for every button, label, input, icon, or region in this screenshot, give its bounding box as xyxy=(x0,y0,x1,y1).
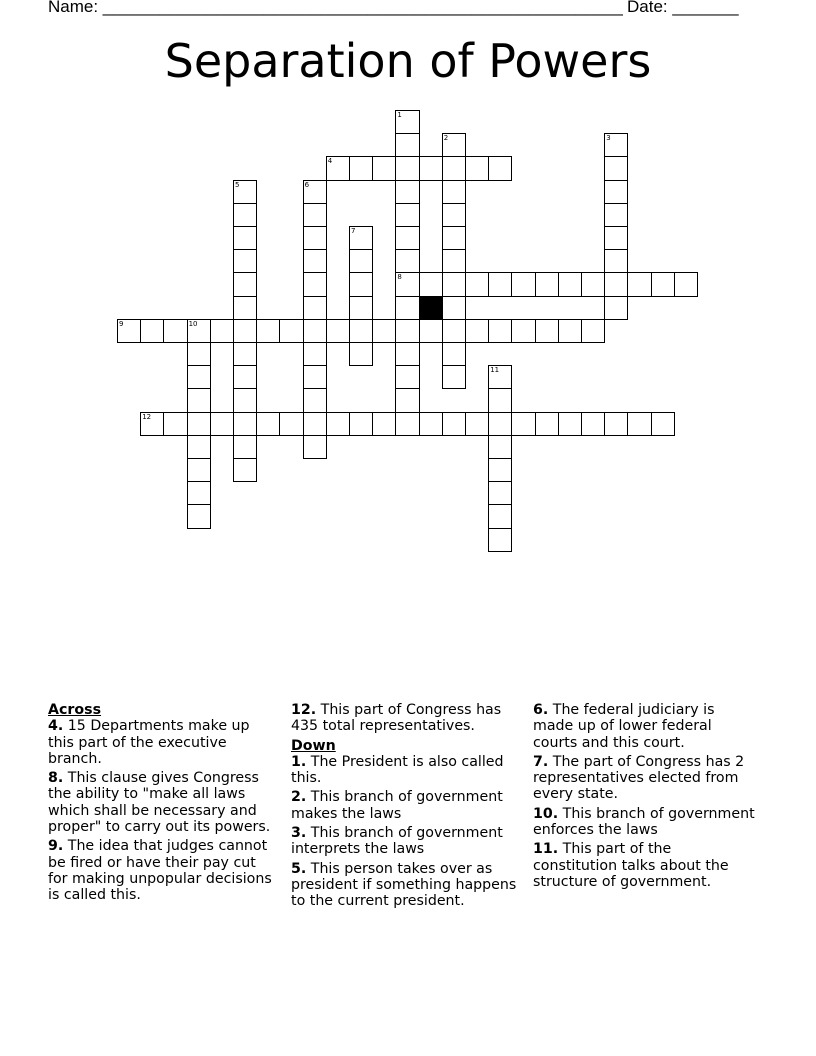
clues-column-3 xyxy=(533,702,759,893)
grid-cell[interactable] xyxy=(233,249,257,273)
grid-cell[interactable] xyxy=(535,412,559,436)
grid-cell[interactable] xyxy=(187,458,211,482)
grid-cell[interactable] xyxy=(210,412,234,436)
grid-cell[interactable] xyxy=(233,226,257,250)
name-field-label: Name: _______________________________________________________ xyxy=(48,0,623,16)
grid-cell[interactable] xyxy=(349,296,373,320)
clue-text: This branch of government makes the laws xyxy=(291,789,503,822)
grid-cell[interactable] xyxy=(395,249,419,273)
grid-cell[interactable] xyxy=(256,319,280,343)
grid-cell[interactable] xyxy=(442,319,466,343)
grid-cell[interactable] xyxy=(349,226,373,250)
grid-cell[interactable] xyxy=(187,342,211,366)
grid-cell[interactable] xyxy=(303,412,327,436)
grid-cell[interactable] xyxy=(442,296,466,320)
clue-number: 1. xyxy=(291,753,307,770)
grid-cell[interactable] xyxy=(256,412,280,436)
grid-cell[interactable] xyxy=(349,412,373,436)
grid-cell[interactable] xyxy=(651,412,675,436)
grid-cell[interactable] xyxy=(511,412,535,436)
clue-across-4 xyxy=(48,718,274,767)
grid-cell[interactable] xyxy=(210,319,234,343)
clue-text: This part of the constitution talks about the structure of government. xyxy=(533,841,729,890)
grid-cell[interactable] xyxy=(233,365,257,389)
grid-cell[interactable] xyxy=(187,435,211,459)
grid-cell[interactable] xyxy=(163,412,187,436)
clue-number: 8. xyxy=(48,770,64,787)
grid-cell[interactable] xyxy=(233,203,257,227)
grid-cell[interactable] xyxy=(395,110,419,134)
grid-cell[interactable] xyxy=(442,226,466,250)
clue-text: The President is also called this. xyxy=(291,753,504,787)
grid-cell[interactable] xyxy=(349,342,373,366)
grid-cell[interactable] xyxy=(303,203,327,227)
grid-cell[interactable] xyxy=(604,249,628,273)
grid-cell[interactable] xyxy=(488,365,512,389)
clue-number: 5. xyxy=(291,860,307,877)
clue-text: 15 Departments make up this part of the executive branch. xyxy=(48,718,250,767)
grid-cell[interactable] xyxy=(279,319,303,343)
grid-cell[interactable] xyxy=(279,412,303,436)
clue-text: This clause gives Congress the ability to "make all laws which shall be necessary and proper" to carry out its powers. xyxy=(48,770,271,836)
clue-number-label: 2 xyxy=(443,134,449,143)
clue-number: 4. xyxy=(48,718,64,735)
grid-cell[interactable] xyxy=(419,412,443,436)
grid-cell[interactable] xyxy=(303,435,327,459)
grid-cell[interactable] xyxy=(581,412,605,436)
grid-cell[interactable] xyxy=(395,388,419,412)
clue-down-3 xyxy=(291,825,517,858)
grid-cell[interactable] xyxy=(233,180,257,204)
grid-cell[interactable] xyxy=(558,272,582,296)
grid-cell[interactable] xyxy=(395,319,419,343)
grid-cell[interactable] xyxy=(535,319,559,343)
clue-number: 7. xyxy=(533,753,549,770)
grid-cell[interactable] xyxy=(395,133,419,157)
clue-number: 10. xyxy=(533,805,559,822)
grid-cell[interactable] xyxy=(233,412,257,436)
clue-number: 3. xyxy=(291,825,307,842)
grid-cell[interactable] xyxy=(349,272,373,296)
down-heading: Down xyxy=(291,737,336,754)
clue-down-10 xyxy=(533,806,759,839)
grid-cell[interactable] xyxy=(349,249,373,273)
grid-cell[interactable] xyxy=(326,412,350,436)
grid-cell[interactable] xyxy=(604,296,628,320)
clue-number-label: 3 xyxy=(606,134,611,143)
grid-cell[interactable] xyxy=(465,156,489,180)
grid-cell[interactable] xyxy=(372,319,396,343)
grid-cell[interactable] xyxy=(488,435,512,459)
grid-cell[interactable] xyxy=(581,272,605,296)
grid-cell[interactable] xyxy=(303,319,327,343)
grid-cell[interactable] xyxy=(604,203,628,227)
clue-number-label: 1 xyxy=(397,111,402,119)
clue-down-2 xyxy=(291,789,517,822)
grid-cell[interactable] xyxy=(604,156,628,180)
clue-down-11 xyxy=(533,841,759,890)
grid-cell[interactable] xyxy=(488,504,512,528)
clue-text: The part of Congress has 2 representatives elected from every state. xyxy=(533,753,745,803)
clue-number-label: 10 xyxy=(188,319,198,328)
grid-cell[interactable] xyxy=(604,226,628,250)
clue-number: 9. xyxy=(48,838,64,855)
clue-down-1 xyxy=(291,754,517,787)
grid-cell[interactable] xyxy=(372,156,396,180)
grid-cell[interactable] xyxy=(395,365,419,389)
grid-cell[interactable] xyxy=(627,272,651,296)
grid-cell[interactable] xyxy=(395,412,419,436)
grid-cell[interactable] xyxy=(187,388,211,412)
grid-cell[interactable] xyxy=(395,342,419,366)
grid-cell[interactable] xyxy=(488,388,512,412)
grid-cell[interactable] xyxy=(395,296,419,320)
grid-cell[interactable] xyxy=(395,272,419,296)
grid-cell[interactable] xyxy=(233,272,257,296)
grid-cell[interactable] xyxy=(303,296,327,320)
grid-cell[interactable] xyxy=(187,365,211,389)
grid-cell[interactable] xyxy=(187,504,211,528)
grid-cell[interactable] xyxy=(349,156,373,180)
grid-cell[interactable] xyxy=(674,272,698,296)
clue-number: 6. xyxy=(533,702,549,718)
grid-cell[interactable] xyxy=(233,435,257,459)
grid-cell[interactable] xyxy=(511,272,535,296)
grid-cell[interactable] xyxy=(581,319,605,343)
grid-cell[interactable] xyxy=(442,156,466,180)
grid-cell[interactable] xyxy=(163,319,187,343)
clue-number: 2. xyxy=(291,789,307,806)
clue-across-12 xyxy=(291,702,517,735)
grid-cell[interactable] xyxy=(442,272,466,296)
grid-cell[interactable] xyxy=(604,133,628,157)
grid-cell[interactable] xyxy=(233,458,257,482)
grid-cell[interactable] xyxy=(488,481,512,505)
grid-cell[interactable] xyxy=(187,319,211,343)
grid-cell[interactable] xyxy=(442,342,466,366)
grid-cell[interactable] xyxy=(187,481,211,505)
clue-text: This branch of government enforces the laws xyxy=(533,805,755,839)
grid-cell[interactable] xyxy=(488,319,512,343)
clue-down-6 xyxy=(533,702,759,751)
grid-cell[interactable] xyxy=(627,412,651,436)
grid-cell[interactable] xyxy=(395,226,419,250)
grid-cell[interactable] xyxy=(442,412,466,436)
clue-across-9 xyxy=(48,838,274,903)
grid-cell[interactable] xyxy=(604,272,628,296)
grid-cell[interactable] xyxy=(511,319,535,343)
grid-cell[interactable] xyxy=(442,203,466,227)
clue-text: The federal judiciary is made up of lower federal courts and this court. xyxy=(533,702,715,751)
grid-cell[interactable] xyxy=(604,180,628,204)
grid-cell[interactable] xyxy=(651,272,675,296)
date-field-label: Date: _______ xyxy=(627,0,739,16)
grid-cell[interactable] xyxy=(442,133,466,157)
grid-cell[interactable] xyxy=(419,319,443,343)
grid-cell[interactable] xyxy=(442,180,466,204)
grid-cell[interactable] xyxy=(604,412,628,436)
grid-cell[interactable] xyxy=(187,412,211,436)
grid-cell[interactable] xyxy=(117,319,141,343)
grid-cell[interactable] xyxy=(488,458,512,482)
clue-number-label: 12 xyxy=(142,412,152,421)
grid-cell[interactable] xyxy=(140,412,164,436)
clue-text: This branch of government interprets the laws xyxy=(291,825,503,858)
grid-cell[interactable] xyxy=(488,412,512,436)
grid-cell[interactable] xyxy=(303,388,327,412)
grid-cell[interactable] xyxy=(233,388,257,412)
clue-number-label: 5 xyxy=(235,180,240,189)
grid-cell[interactable] xyxy=(488,272,512,296)
grid-block-cell xyxy=(419,296,443,320)
clue-number-label: 6 xyxy=(304,180,310,189)
grid-cell[interactable] xyxy=(326,319,350,343)
grid-cell[interactable] xyxy=(488,156,512,180)
grid-cell[interactable] xyxy=(326,156,350,180)
grid-cell[interactable] xyxy=(465,319,489,343)
grid-cell[interactable] xyxy=(303,272,327,296)
grid-cell[interactable] xyxy=(419,272,443,296)
grid-cell[interactable] xyxy=(233,342,257,366)
clue-number-label: 9 xyxy=(119,319,124,328)
clue-across-8 xyxy=(48,770,274,835)
grid-cell[interactable] xyxy=(419,156,443,180)
grid-cell[interactable] xyxy=(303,249,327,273)
clues-column-2 xyxy=(291,702,517,913)
grid-cell[interactable] xyxy=(395,203,419,227)
grid-cell[interactable] xyxy=(140,319,164,343)
grid-cell[interactable] xyxy=(303,342,327,366)
grid-cell[interactable] xyxy=(303,226,327,250)
grid-cell[interactable] xyxy=(395,156,419,180)
grid-cell[interactable] xyxy=(303,365,327,389)
grid-cell[interactable] xyxy=(442,249,466,273)
clue-text: This part of Congress has 435 total representatives. xyxy=(291,702,502,735)
clues-column-1 xyxy=(48,702,274,907)
clue-text: The idea that judges cannot be fired or have their pay cut for making unpopular decisions is called this. xyxy=(48,838,272,904)
grid-cell[interactable] xyxy=(372,412,396,436)
grid-cell[interactable] xyxy=(395,180,419,204)
grid-cell[interactable] xyxy=(465,412,489,436)
clue-number-label: 8 xyxy=(397,273,402,282)
grid-cell[interactable] xyxy=(233,296,257,320)
grid-cell[interactable] xyxy=(558,412,582,436)
across-heading: Across xyxy=(48,702,102,718)
clue-number-label: 7 xyxy=(351,227,356,235)
grid-cell[interactable] xyxy=(233,319,257,343)
grid-cell[interactable] xyxy=(558,319,582,343)
clue-number-label: 4 xyxy=(327,157,333,166)
grid-cell[interactable] xyxy=(488,528,512,552)
clue-number: 11. xyxy=(533,841,559,858)
clue-text: This person takes over as president if something happens to the current president. xyxy=(291,860,517,910)
clue-number: 12. xyxy=(291,702,317,718)
clue-down-7 xyxy=(533,754,759,803)
page-title: Separation of Powers xyxy=(164,34,652,88)
clue-down-5 xyxy=(291,861,517,910)
grid-cell[interactable] xyxy=(465,272,489,296)
clue-number-label: 11 xyxy=(490,366,500,375)
grid-cell[interactable] xyxy=(442,365,466,389)
grid-cell[interactable] xyxy=(349,319,373,343)
grid-cell[interactable] xyxy=(535,272,559,296)
grid-cell[interactable] xyxy=(303,180,327,204)
